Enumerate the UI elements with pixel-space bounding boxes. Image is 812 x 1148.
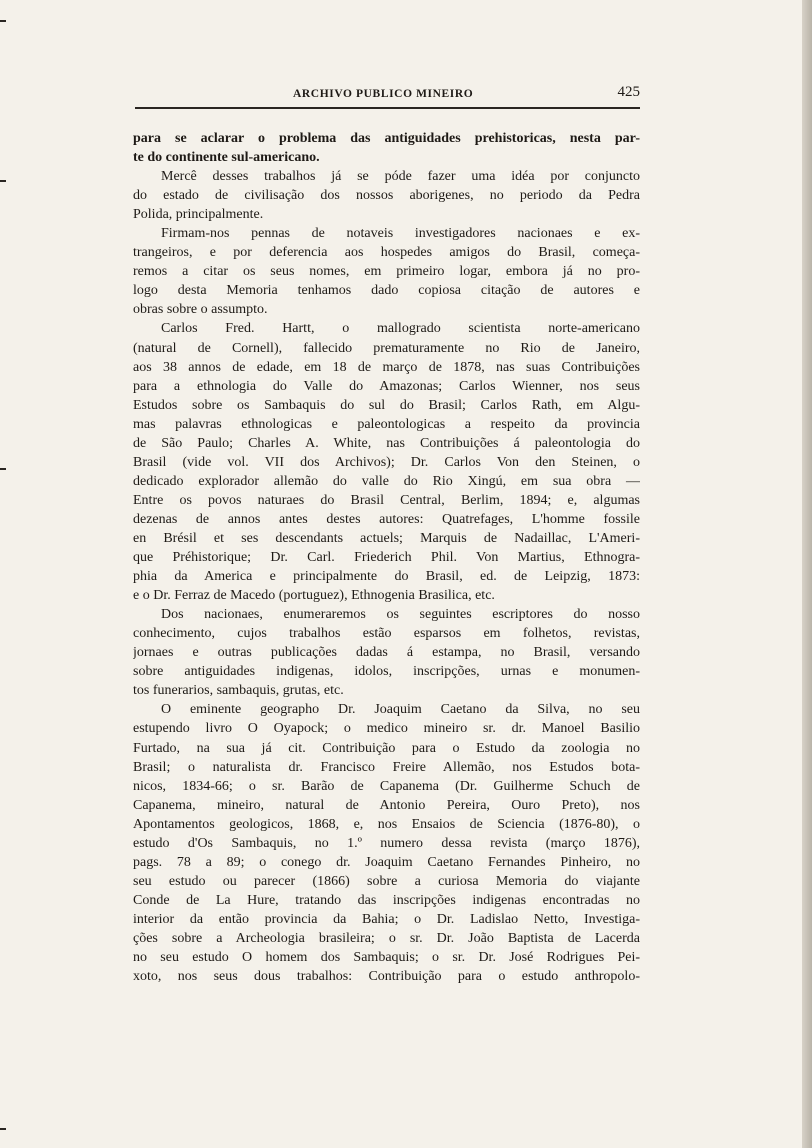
text-line: seu estudo ou parecer (1866) sobre a curiosa Memoria do viajante bbox=[133, 873, 640, 889]
margin-mark bbox=[0, 468, 6, 470]
text-line: Polida, principalmente. bbox=[133, 207, 264, 223]
margin-mark bbox=[0, 20, 6, 22]
text-line: e o Dr. Ferraz de Macedo (portuguez), Ethnogenia Brasilica, etc. bbox=[133, 588, 495, 604]
text-line: sobre antiguidades indigenas, idolos, inscripções, urnas e monumen- bbox=[133, 664, 640, 680]
text-line: te do continente sul-americano. bbox=[133, 150, 320, 166]
text-line: mas palavras ethnologicas e paleontologicas a respeito da provincia bbox=[133, 416, 640, 432]
text-line: Entre os povos naturaes do Brasil Central, Berlim, 1894; e, algumas bbox=[133, 492, 640, 508]
text-line: no seu estudo O homem dos Sambaquis; o sr. Dr. José Rodrigues Pei- bbox=[133, 950, 640, 966]
text-line: Furtado, na sua já cit. Contribuição para o Estudo da zoologia no bbox=[133, 740, 640, 756]
header-title: ARCHIVO PUBLICO MINEIRO bbox=[293, 88, 474, 100]
text-line: (natural de Cornell), fallecido prematuramente no Rio de Janeiro, bbox=[133, 340, 640, 356]
text-line: interior da então provincia da Bahia; o Dr. Ladislao Netto, Investiga- bbox=[133, 911, 640, 927]
text-line: conhecimento, cujos trabalhos estão esparsos em folhetos, revistas, bbox=[133, 626, 640, 642]
text-line: obras sobre o assumpto. bbox=[133, 302, 268, 318]
text-line: nicos, 1834-66; o sr. Barão de Capanema (Dr. Guilherme Schuch de bbox=[133, 778, 640, 794]
text-line: Mercê desses trabalhos já se póde fazer uma idéa por conjuncto bbox=[161, 169, 640, 185]
text-line: Estudos sobre os Sambaquis do sul do Brasil; Carlos Rath, em Algu- bbox=[133, 397, 640, 413]
running-header bbox=[135, 84, 640, 106]
text-line: xoto, nos seus dous trabalhos: Contribuição para o estudo anthropolo- bbox=[133, 969, 640, 985]
text-line: ções sobre a Archeologia brasileira; o sr. Dr. João Baptista de Lacerda bbox=[133, 930, 640, 946]
text-line: remos a citar os seus nomes, em primeiro logar, embora já no pro- bbox=[133, 264, 640, 280]
text-line: Dos nacionaes, enumeraremos os seguintes escriptores do nosso bbox=[161, 607, 640, 623]
text-line: Capanema, mineiro, natural de Antonio Pereira, Ouro Preto), nos bbox=[133, 797, 640, 813]
text-line: para se aclarar o problema das antiguidades prehistoricas, nesta par- bbox=[133, 131, 640, 146]
text-line: phia da America e principalmente do Brasil, ed. de Leipzig, 1873: bbox=[133, 569, 640, 585]
text-line: Firmam-nos pennas de notaveis investigadores nacionaes e ex- bbox=[161, 226, 640, 242]
header-rule bbox=[135, 107, 640, 109]
text-line: dedicado explorador allemão do valle do Rio Xingú, em sua obra — bbox=[133, 473, 640, 489]
text-line: Brasil (vide vol. VII dos Archivos); Dr. Carlos Von den Steinen, o bbox=[133, 454, 640, 470]
text-line: dezenas de annos antes destes autores: Quatrefages, L'homme fossile bbox=[133, 511, 640, 527]
text-line: tos funerarios, sambaquis, grutas, etc. bbox=[133, 683, 344, 699]
text-line: que Préhistorique; Dr. Carl. Friederich Phil. Von Martius, Ethnogra- bbox=[133, 550, 640, 566]
page-edge bbox=[802, 0, 812, 1148]
text-line: estudo d'Os Sambaquis, no 1.º numero dessa revista (março 1876), bbox=[133, 835, 640, 851]
text-line: en Brésil et ses descendants actuels; Marquis de Nadaillac, L'Ameri- bbox=[133, 530, 640, 546]
text-line: do estado de civilisação dos nossos aborigenes, no periodo da Pedra bbox=[133, 188, 640, 204]
margin-mark bbox=[0, 180, 6, 182]
page-number: 425 bbox=[617, 84, 640, 100]
text-line: de São Paulo; Charles A. White, nas Contribuições á paleontologia do bbox=[133, 435, 640, 451]
text-line: trangeiros, e por deferencia aos hospedes amigos do Brasil, começa- bbox=[133, 245, 640, 261]
text-line: Apontamentos geologicos, 1868, e, nos Ensaios de Sciencia (1876-80), o bbox=[133, 816, 640, 832]
text-line: Carlos Fred. Hartt, o mallogrado scientista norte-americano bbox=[161, 321, 640, 337]
text-line: Brasil; o naturalista dr. Francisco Freire Allemão, nos Estudos bota- bbox=[133, 759, 640, 775]
text-line: estupendo livro O Oyapock; o medico mineiro sr. dr. Manoel Basilio bbox=[133, 721, 640, 737]
text-line: aos 38 annos de edade, em 18 de março de 1878, nas suas Contribuições bbox=[133, 359, 640, 375]
text-line: pags. 78 a 89; o conego dr. Joaquim Caetano Fernandes Pinheiro, no bbox=[133, 854, 640, 870]
text-line: Conde de La Hure, tratando das inscripções indigenas encontradas no bbox=[133, 892, 640, 908]
text-line: O eminente geographo Dr. Joaquim Caetano da Silva, no seu bbox=[161, 702, 640, 718]
text-line: logo desta Memoria tenhamos dado copiosa citação de autores e bbox=[133, 283, 640, 299]
body-text bbox=[133, 129, 640, 986]
text-line: para a ethnologia do Valle do Amazonas; Carlos Wienner, nos seus bbox=[133, 378, 640, 394]
text-line: jornaes e outras publicações dadas á estampa, no Brasil, versando bbox=[133, 645, 640, 661]
margin-mark bbox=[0, 1128, 6, 1130]
